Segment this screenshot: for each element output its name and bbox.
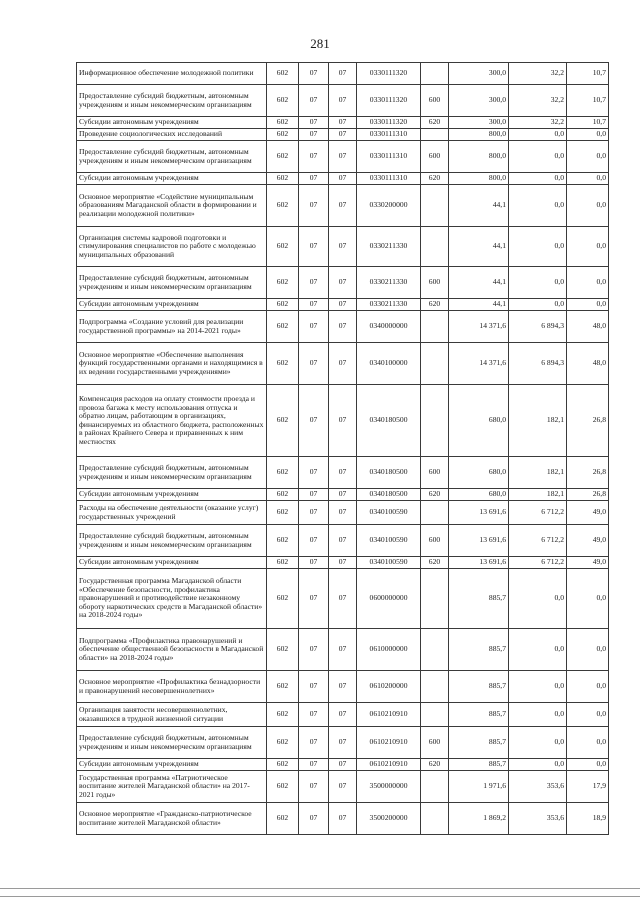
planned-amount-cell: 44,1 [449,299,509,311]
execution-percent-cell: 10,7 [567,85,609,117]
target-article-code-cell: 0610210910 [357,703,421,727]
expense-type-code-cell [421,185,449,227]
executed-amount-cell: 0,0 [509,227,567,267]
execution-percent-cell: 49,0 [567,501,609,525]
section-code-cell: 07 [299,129,329,141]
subsection-code-cell: 07 [329,525,357,557]
expense-type-code-cell: 620 [421,759,449,771]
executed-amount-cell: 353,6 [509,803,567,835]
target-article-code-cell: 0330211330 [357,227,421,267]
executed-amount-cell: 0,0 [509,727,567,759]
planned-amount-cell: 800,0 [449,173,509,185]
planned-amount-cell: 885,7 [449,629,509,671]
execution-percent-cell: 49,0 [567,557,609,569]
executed-amount-cell: 182,1 [509,457,567,489]
section-code-cell: 07 [299,299,329,311]
ministry-code-cell: 602 [267,299,299,311]
execution-percent-cell: 0,0 [567,671,609,703]
section-code-cell: 07 [299,703,329,727]
target-article-code-cell: 0340000000 [357,311,421,343]
row-name-cell: Государственная программа «Патриотическое воспитание жителей Магаданской области» на 2017-2021 годы» [77,771,267,803]
ministry-code-cell: 602 [267,525,299,557]
subsection-code-cell: 07 [329,85,357,117]
subsection-code-cell: 07 [329,385,357,457]
row-name-cell: Предоставление субсидий бюджетным, автономным учреждениям и иным некоммерческим организациям [77,525,267,557]
table-row [77,141,609,173]
target-article-code-cell: 0340100590 [357,557,421,569]
execution-percent-cell: 10,7 [567,63,609,85]
row-name-cell: Организация занятости несовершеннолетних, оказавшихся в трудной жизненной ситуации [77,703,267,727]
ministry-code-cell: 602 [267,267,299,299]
section-code-cell: 07 [299,569,329,629]
expense-type-code-cell [421,311,449,343]
target-article-code-cell: 0340180500 [357,457,421,489]
ministry-code-cell: 602 [267,501,299,525]
section-code-cell: 07 [299,63,329,85]
planned-amount-cell: 14 371,6 [449,311,509,343]
subsection-code-cell: 07 [329,803,357,835]
executed-amount-cell: 0,0 [509,569,567,629]
ministry-code-cell: 602 [267,759,299,771]
executed-amount-cell: 6 894,3 [509,343,567,385]
planned-amount-cell: 44,1 [449,227,509,267]
subsection-code-cell: 07 [329,671,357,703]
planned-amount-cell: 885,7 [449,569,509,629]
scan-edge-line [0,896,640,897]
table-row [77,85,609,117]
planned-amount-cell: 800,0 [449,129,509,141]
target-article-code-cell: 0340100000 [357,343,421,385]
table-row [77,343,609,385]
subsection-code-cell: 07 [329,129,357,141]
executed-amount-cell: 6 712,2 [509,557,567,569]
expense-type-code-cell [421,129,449,141]
executed-amount-cell: 0,0 [509,185,567,227]
expense-type-code-cell: 620 [421,557,449,569]
expense-type-code-cell: 600 [421,85,449,117]
row-name-cell: Субсидии автономным учреждениям [77,557,267,569]
expense-type-code-cell [421,63,449,85]
execution-percent-cell: 48,0 [567,311,609,343]
expense-type-code-cell [421,803,449,835]
subsection-code-cell: 07 [329,703,357,727]
expense-type-code-cell [421,771,449,803]
subsection-code-cell: 07 [329,771,357,803]
expense-type-code-cell: 600 [421,267,449,299]
planned-amount-cell: 44,1 [449,185,509,227]
subsection-code-cell: 07 [329,629,357,671]
execution-percent-cell: 49,0 [567,525,609,557]
planned-amount-cell: 300,0 [449,117,509,129]
row-name-cell: Субсидии автономным учреждениям [77,759,267,771]
row-name-cell: Организация системы кадровой подготовки и стимулирования специалистов по работе с молодежью муниципальных образований [77,227,267,267]
executed-amount-cell: 6 712,2 [509,501,567,525]
section-code-cell: 07 [299,385,329,457]
subsection-code-cell: 07 [329,727,357,759]
subsection-code-cell: 07 [329,141,357,173]
row-name-cell: Основное мероприятие «Содействие муниципальным образованиям Магаданской области в формировании и реализации молодежной политики» [77,185,267,227]
section-code-cell: 07 [299,771,329,803]
row-name-cell: Основное мероприятие «Гражданско-патриотическое воспитание жителей Магаданской области» [77,803,267,835]
row-name-cell: Предоставление субсидий бюджетным, автономным учреждениям и иным некоммерческим организациям [77,457,267,489]
executed-amount-cell: 0,0 [509,299,567,311]
table-row [77,299,609,311]
execution-percent-cell: 26,8 [567,457,609,489]
ministry-code-cell: 602 [267,727,299,759]
execution-percent-cell: 0,0 [567,569,609,629]
planned-amount-cell: 885,7 [449,727,509,759]
section-code-cell: 07 [299,227,329,267]
table-row [77,227,609,267]
table-row [77,671,609,703]
target-article-code-cell: 0610210910 [357,759,421,771]
expense-type-code-cell [421,343,449,385]
executed-amount-cell: 0,0 [509,671,567,703]
table-row [77,771,609,803]
page-number: 281 [310,36,330,51]
row-name-cell: Подпрограмма «Профилактика правонарушений и обеспечение общественной безопасности в Магаданской области» на 2018-2024 годы» [77,629,267,671]
executed-amount-cell: 0,0 [509,759,567,771]
table-row [77,63,609,85]
ministry-code-cell: 602 [267,227,299,267]
ministry-code-cell: 602 [267,141,299,173]
row-name-cell: Субсидии автономным учреждениям [77,173,267,185]
expense-type-code-cell [421,703,449,727]
row-name-cell: Компенсация расходов на оплату стоимости проезда и провоза багажа к месту использования отпуска и обратно лицам, работающим в организациях, финансируемых из областного бюджета, расположенных в районах Крайнего Севера и приравненных к ним местностях [77,385,267,457]
target-article-code-cell: 0340100590 [357,501,421,525]
expense-type-code-cell: 600 [421,141,449,173]
planned-amount-cell: 13 691,6 [449,557,509,569]
section-code-cell: 07 [299,457,329,489]
execution-percent-cell: 0,0 [567,185,609,227]
executed-amount-cell: 32,2 [509,85,567,117]
target-article-code-cell: 3500200000 [357,803,421,835]
executed-amount-cell: 0,0 [509,267,567,299]
ministry-code-cell: 602 [267,117,299,129]
expense-type-code-cell: 620 [421,173,449,185]
planned-amount-cell: 44,1 [449,267,509,299]
planned-amount-cell: 680,0 [449,489,509,501]
table-row [77,525,609,557]
subsection-code-cell: 07 [329,557,357,569]
table-row [77,703,609,727]
expense-type-code-cell: 620 [421,117,449,129]
target-article-code-cell: 0330111320 [357,63,421,85]
target-article-code-cell: 3500000000 [357,771,421,803]
table-row [77,629,609,671]
execution-percent-cell: 0,0 [567,759,609,771]
execution-percent-cell: 0,0 [567,173,609,185]
expense-type-code-cell [421,671,449,703]
target-article-code-cell: 0330211330 [357,267,421,299]
ministry-code-cell: 602 [267,185,299,227]
execution-percent-cell: 0,0 [567,141,609,173]
executed-amount-cell: 182,1 [509,489,567,501]
row-name-cell: Подпрограмма «Создание условий для реализации государственной программы» на 2014-2021 годы» [77,311,267,343]
target-article-code-cell: 0330111310 [357,129,421,141]
table-row [77,759,609,771]
planned-amount-cell: 680,0 [449,385,509,457]
table-row [77,727,609,759]
subsection-code-cell: 07 [329,267,357,299]
row-name-cell: Субсидии автономным учреждениям [77,299,267,311]
execution-percent-cell: 26,8 [567,489,609,501]
row-name-cell: Основное мероприятие «Профилактика безнадзорности и правонарушений несовершеннолетних» [77,671,267,703]
section-code-cell: 07 [299,343,329,385]
row-name-cell: Субсидии автономным учреждениям [77,489,267,501]
execution-percent-cell: 0,0 [567,267,609,299]
ministry-code-cell: 602 [267,385,299,457]
planned-amount-cell: 300,0 [449,63,509,85]
section-code-cell: 07 [299,489,329,501]
planned-amount-cell: 13 691,6 [449,525,509,557]
section-code-cell: 07 [299,803,329,835]
target-article-code-cell: 0330111310 [357,141,421,173]
section-code-cell: 07 [299,671,329,703]
planned-amount-cell: 800,0 [449,141,509,173]
target-article-code-cell: 0330211330 [357,299,421,311]
row-name-cell: Предоставление субсидий бюджетным, автономным учреждениям и иным некоммерческим организациям [77,727,267,759]
planned-amount-cell: 300,0 [449,85,509,117]
table-row [77,557,609,569]
table-row [77,501,609,525]
subsection-code-cell: 07 [329,299,357,311]
expense-type-code-cell [421,501,449,525]
planned-amount-cell: 680,0 [449,457,509,489]
ministry-code-cell: 602 [267,489,299,501]
ministry-code-cell: 602 [267,457,299,489]
section-code-cell: 07 [299,85,329,117]
ministry-code-cell: 602 [267,129,299,141]
ministry-code-cell: 602 [267,803,299,835]
executed-amount-cell: 0,0 [509,129,567,141]
ministry-code-cell: 602 [267,569,299,629]
table-row [77,803,609,835]
ministry-code-cell: 602 [267,173,299,185]
section-code-cell: 07 [299,727,329,759]
table-row [77,185,609,227]
executed-amount-cell: 6 712,2 [509,525,567,557]
ministry-code-cell: 602 [267,557,299,569]
execution-percent-cell: 10,7 [567,117,609,129]
table-row [77,489,609,501]
expense-type-code-cell [421,227,449,267]
section-code-cell: 07 [299,185,329,227]
subsection-code-cell: 07 [329,185,357,227]
target-article-code-cell: 0330111310 [357,173,421,185]
ministry-code-cell: 602 [267,85,299,117]
ministry-code-cell: 602 [267,63,299,85]
execution-percent-cell: 48,0 [567,343,609,385]
table-row [77,129,609,141]
expense-type-code-cell [421,629,449,671]
subsection-code-cell: 07 [329,117,357,129]
table-row [77,267,609,299]
row-name-cell: Субсидии автономным учреждениям [77,117,267,129]
subsection-code-cell: 07 [329,343,357,385]
subsection-code-cell: 07 [329,311,357,343]
target-article-code-cell: 0610000000 [357,629,421,671]
target-article-code-cell: 0330111320 [357,85,421,117]
row-name-cell: Основное мероприятие «Обеспечение выполнения функций государственными органами и находящимися в их ведении государственными учреждениями» [77,343,267,385]
executed-amount-cell: 6 894,3 [509,311,567,343]
expense-type-code-cell: 620 [421,489,449,501]
target-article-code-cell: 0610200000 [357,671,421,703]
section-code-cell: 07 [299,525,329,557]
planned-amount-cell: 1 971,6 [449,771,509,803]
subsection-code-cell: 07 [329,63,357,85]
execution-percent-cell: 17,9 [567,771,609,803]
subsection-code-cell: 07 [329,569,357,629]
execution-percent-cell: 0,0 [567,299,609,311]
executed-amount-cell: 0,0 [509,141,567,173]
executed-amount-cell: 32,2 [509,117,567,129]
subsection-code-cell: 07 [329,759,357,771]
subsection-code-cell: 07 [329,227,357,267]
expense-type-code-cell [421,385,449,457]
expense-type-code-cell: 620 [421,299,449,311]
target-article-code-cell: 0610210910 [357,727,421,759]
execution-percent-cell: 0,0 [567,727,609,759]
section-code-cell: 07 [299,267,329,299]
executed-amount-cell: 0,0 [509,173,567,185]
planned-amount-cell: 13 691,6 [449,501,509,525]
section-code-cell: 07 [299,557,329,569]
target-article-code-cell: 0340180500 [357,489,421,501]
executed-amount-cell: 32,2 [509,63,567,85]
execution-percent-cell: 18,9 [567,803,609,835]
section-code-cell: 07 [299,173,329,185]
execution-percent-cell: 0,0 [567,629,609,671]
executed-amount-cell: 0,0 [509,629,567,671]
table-row [77,385,609,457]
expense-type-code-cell: 600 [421,525,449,557]
execution-percent-cell: 26,8 [567,385,609,457]
table-body [77,63,609,835]
table-row [77,311,609,343]
executed-amount-cell: 353,6 [509,771,567,803]
ministry-code-cell: 602 [267,343,299,385]
section-code-cell: 07 [299,141,329,173]
planned-amount-cell: 885,7 [449,703,509,727]
expense-type-code-cell: 600 [421,727,449,759]
planned-amount-cell: 1 869,2 [449,803,509,835]
scan-edge-line [0,888,640,889]
table-row [77,173,609,185]
ministry-code-cell: 602 [267,671,299,703]
row-name-cell: Предоставление субсидий бюджетным, автономным учреждениям и иным некоммерческим организациям [77,85,267,117]
subsection-code-cell: 07 [329,457,357,489]
expense-type-code-cell: 600 [421,457,449,489]
row-name-cell: Государственная программа Магаданской области «Обеспечение безопасности, профилактика правонарушений и противодействие незаконному обороту наркотических средств в Магаданской области» на 2018-2024 годы» [77,569,267,629]
row-name-cell: Предоставление субсидий бюджетным, автономным учреждениям и иным некоммерческим организациям [77,141,267,173]
budget-expenditure-table [76,62,609,835]
row-name-cell: Проведение социологических исследований [77,129,267,141]
execution-percent-cell: 0,0 [567,129,609,141]
ministry-code-cell: 602 [267,311,299,343]
executed-amount-cell: 0,0 [509,703,567,727]
target-article-code-cell: 0340100590 [357,525,421,557]
target-article-code-cell: 0600000000 [357,569,421,629]
target-article-code-cell: 0340180500 [357,385,421,457]
section-code-cell: 07 [299,501,329,525]
execution-percent-cell: 0,0 [567,227,609,267]
row-name-cell: Предоставление субсидий бюджетным, автономным учреждениям и иным некоммерческим организациям [77,267,267,299]
target-article-code-cell: 0330200000 [357,185,421,227]
section-code-cell: 07 [299,629,329,671]
section-code-cell: 07 [299,311,329,343]
planned-amount-cell: 885,7 [449,671,509,703]
target-article-code-cell: 0330111320 [357,117,421,129]
table-row [77,457,609,489]
ministry-code-cell: 602 [267,771,299,803]
executed-amount-cell: 182,1 [509,385,567,457]
section-code-cell: 07 [299,759,329,771]
planned-amount-cell: 14 371,6 [449,343,509,385]
subsection-code-cell: 07 [329,501,357,525]
row-name-cell: Расходы на обеспечение деятельности (оказание услуг) государственных учреждений [77,501,267,525]
row-name-cell: Информационное обеспечение молодежной политики [77,63,267,85]
expense-type-code-cell [421,569,449,629]
subsection-code-cell: 07 [329,173,357,185]
table-row [77,569,609,629]
execution-percent-cell: 0,0 [567,703,609,727]
section-code-cell: 07 [299,117,329,129]
table-row [77,117,609,129]
ministry-code-cell: 602 [267,629,299,671]
planned-amount-cell: 885,7 [449,759,509,771]
ministry-code-cell: 602 [267,703,299,727]
subsection-code-cell: 07 [329,489,357,501]
